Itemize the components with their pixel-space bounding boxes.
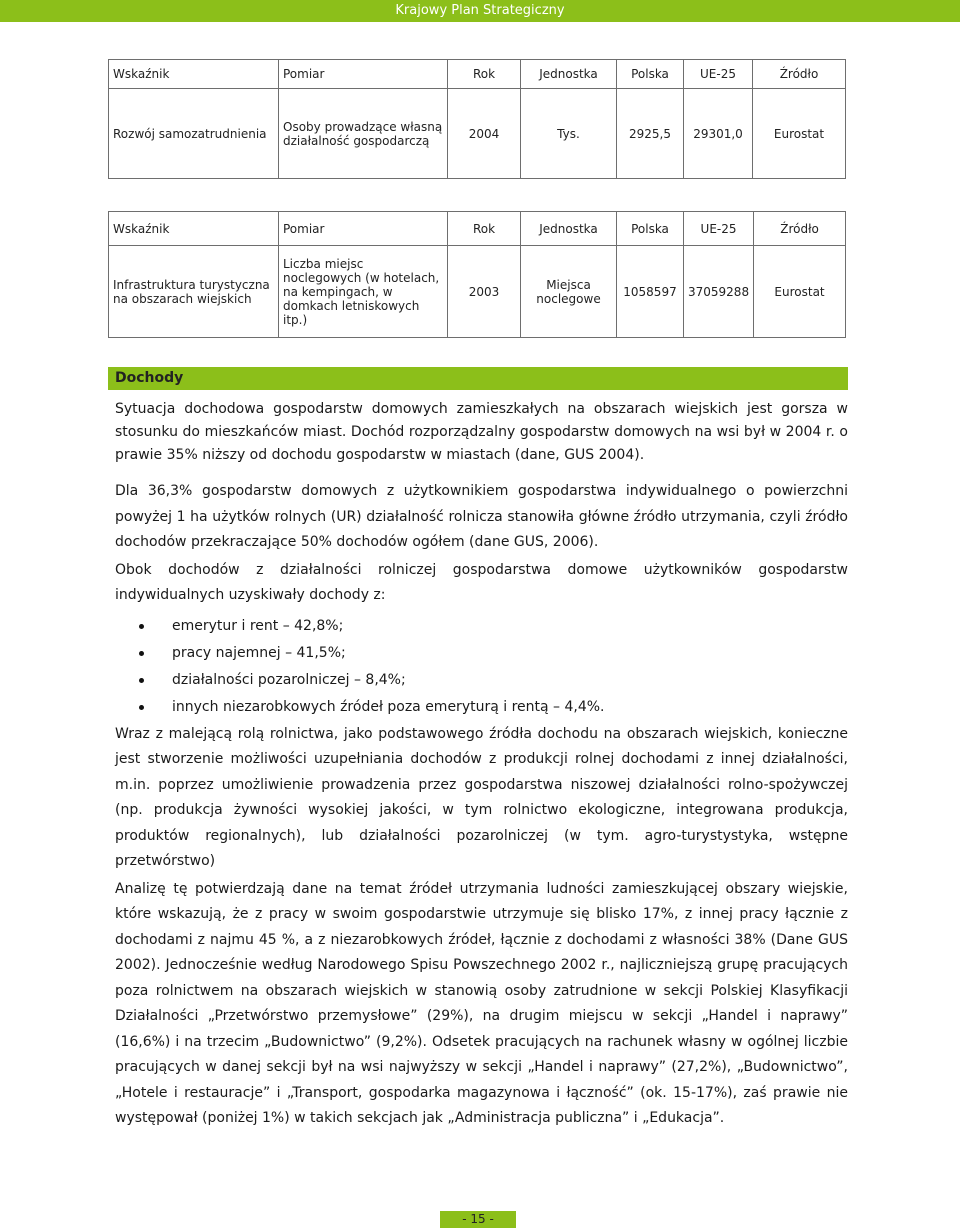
income-sources-list bbox=[115, 613, 848, 721]
cell-poland: 2925,5 bbox=[617, 89, 684, 179]
cell-eu25: 37059288 bbox=[684, 246, 754, 338]
table-row bbox=[109, 246, 846, 338]
document-header bbox=[0, 0, 960, 22]
list-item: emerytur i rent – 42,8%; bbox=[115, 613, 848, 640]
list-item: działalności pozarolniczej – 8,4%; bbox=[115, 667, 848, 694]
paragraph: Dla 36,3% gospodarstw domowych z użytkownikiem gospodarstwa indywidualnego o powierzchni powyżej 1 ha użytków rolnych (UR) działalność rolnicza stanowiła główne źródło utrzymania, czyli źródło dochodów przekraczające 50% dochodów ogółem (dane GUS, 2006). bbox=[115, 483, 848, 550]
header-cell: Jednostka bbox=[521, 60, 617, 89]
cell-measure: Osoby prowadzące własną działalność gospodarczą bbox=[279, 89, 448, 179]
page-number bbox=[440, 1211, 516, 1228]
header-cell: Pomiar bbox=[279, 212, 448, 246]
cell-eu25: 29301,0 bbox=[684, 89, 753, 179]
indicator-table-tourism bbox=[108, 211, 846, 338]
header-cell: Wskaźnik bbox=[109, 60, 279, 89]
section-heading-dochody bbox=[108, 367, 848, 390]
list-item: innych niezarobkowych źródeł poza emeryturą i rentą – 4,4%. bbox=[115, 694, 848, 721]
header-cell: Polska bbox=[617, 212, 684, 246]
cell-measure: Liczba miejsc noclegowych (w hotelach, na kempingach, w domkach letniskowych itp.) bbox=[279, 246, 448, 338]
cell-poland: 1058597 bbox=[617, 246, 684, 338]
cell-source: Eurostat bbox=[753, 89, 846, 179]
cell-unit: Miejsca noclegowe bbox=[521, 246, 617, 338]
header-cell: Pomiar bbox=[279, 60, 448, 89]
cell-source: Eurostat bbox=[754, 246, 846, 338]
paragraph: Analizę tę potwierdzają dane na temat źródeł utrzymania ludności zamieszkującej obszary wiejskie, które wskazują, że z pracy w swoim gospodarstwie utrzymuje się blisko 17%, z innej pracy łącznie z dochodami z najmu 45 %, a z niezarobkowych źródeł, łącznie z dochodami z własności 38% (Dane GUS 2002). Jednocześnie według Narodowego Spisu Powszechnego 2002 r., najliczniejszą grupę pracujących poza rolnictwem na obszarach wiejskich w stanowią osoby zatrudnione w sekcji Polskiej Klasyfikacji Działalności „Przetwórstwo przemysłowe” (29%), na drugim miejscu w sekcji „Handel i naprawy” (16,6%) i na trzecim „Budownictwo” (9,2%). Odsetek pracujących na rachunek własny w ogólnej liczbie pracujących w danej sekcji był na wsi najwyższy w sekcji „Handel i naprawy” (27,2%), „Budownictwo”, „Hotele i restauracje” i „Transport, gospodarka magazynowa i łączność” (ok. 15-17%), zaś prawie nie występował (poniżej 1%) w takich sekcjach jak „Administracja publiczna” i „Edukacja”. bbox=[115, 880, 848, 1126]
header-cell: Wskaźnik bbox=[109, 212, 279, 246]
header-cell: Polska bbox=[617, 60, 684, 89]
header-title: Krajowy Plan Strategiczny bbox=[395, 3, 565, 18]
header-cell: Rok bbox=[448, 60, 521, 89]
body-text bbox=[115, 479, 848, 1134]
table-row bbox=[109, 89, 846, 179]
header-cell: UE-25 bbox=[684, 212, 754, 246]
cell-indicator: Infrastruktura turystyczna na obszarach wiejskich bbox=[109, 246, 279, 338]
cell-year: 2004 bbox=[448, 89, 521, 179]
intro-paragraph-block bbox=[115, 398, 848, 467]
cell-year: 2003 bbox=[448, 246, 521, 338]
header-cell: UE-25 bbox=[684, 60, 753, 89]
header-cell: Rok bbox=[448, 212, 521, 246]
header-cell: Źródło bbox=[754, 212, 846, 246]
paragraph: Sytuacja dochodowa gospodarstw domowych zamieszkałych na obszarach wiejskich jest gorsza w stosunku do mieszkańców miast. Dochód rozporządzalny gospodarstw domowych na wsi był w 2004 r. o prawie 35% niższy od dochodu gospodarstw w miastach (dane, GUS 2004). bbox=[115, 401, 848, 463]
header-cell: Jednostka bbox=[521, 212, 617, 246]
table-header-row bbox=[109, 60, 846, 89]
section-title: Dochody bbox=[115, 370, 184, 386]
header-cell: Źródło bbox=[753, 60, 846, 89]
indicator-table-self-employment bbox=[108, 59, 846, 179]
paragraph: Obok dochodów z działalności rolniczej gospodarstwa domowe użytkowników gospodarstw indywidualnych uzyskiwały dochody z: bbox=[115, 561, 848, 603]
cell-indicator: Rozwój samozatrudnienia bbox=[109, 89, 279, 179]
page-number-label: - 15 - bbox=[462, 1212, 494, 1226]
cell-unit: Tys. bbox=[521, 89, 617, 179]
table-header-row bbox=[109, 212, 846, 246]
paragraph: Wraz z malejącą rolą rolnictwa, jako podstawowego źródła dochodu na obszarach wiejskich, konieczne jest stworzenie możliwości uzupełniania dochodów z produkcji rolnej dochodami z innej działalności, m.in. poprzez umożliwienie prowadzenia przez gospodarstwa niszowej działalności rolno-spożywczej (np. produkcja żywności wysokiej jakości, w tym rolnictwo ekologiczne, integrowana produkcja, produktów regionalnych), lub działalności pozarolniczej (w tym. agro-turystystyka, wstępne przetwórstwo) bbox=[115, 725, 848, 869]
list-item: pracy najemnej – 41,5%; bbox=[115, 640, 848, 667]
